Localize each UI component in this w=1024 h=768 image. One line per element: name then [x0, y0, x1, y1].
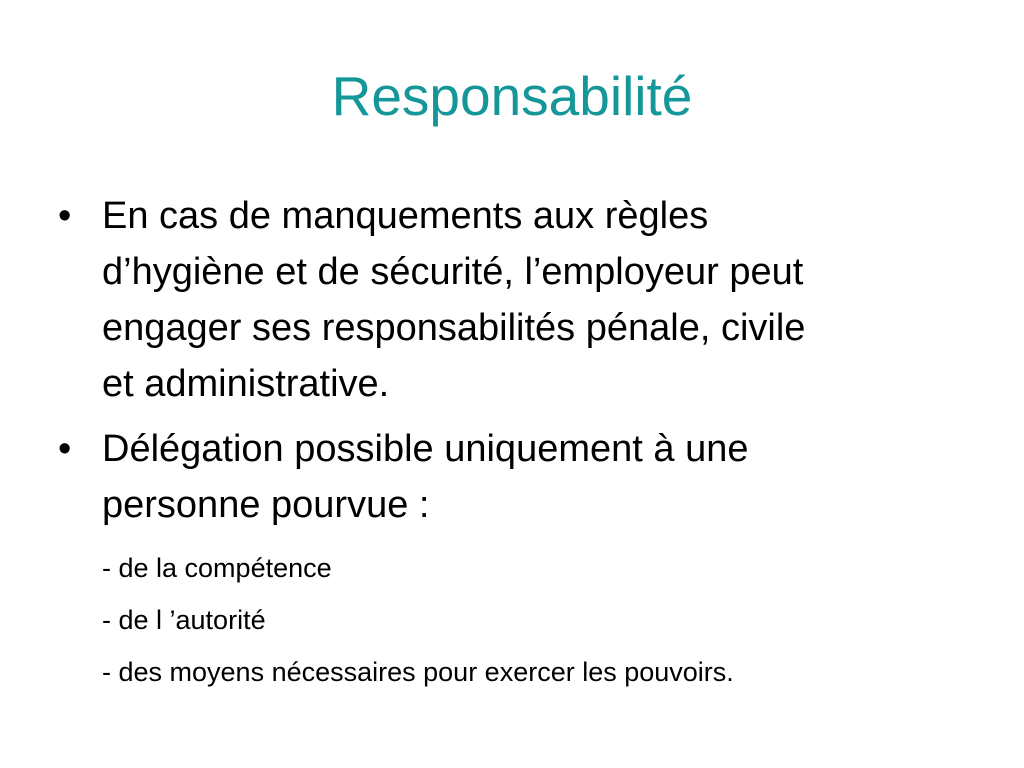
bullet-line: En cas de manquements aux règles [102, 195, 709, 237]
bullet-list [58, 188, 978, 698]
bullet-item [58, 421, 978, 533]
sub-list-container [58, 542, 978, 698]
slide-title: Responsabilité [331, 65, 693, 127]
sub-item: - de l ’autorité [102, 605, 266, 635]
bullet-line: et administrative. [102, 363, 390, 405]
bullet-item [58, 188, 978, 412]
bullet-icon: • [58, 195, 72, 237]
bullet-line: engager ses responsabilités pénale, civile [102, 307, 806, 349]
bullet-icon: • [58, 428, 72, 470]
bullet-line: Délégation possible uniquement à une [102, 428, 749, 470]
bullet-line: d’hygiène et de sécurité, l’employeur peut [102, 251, 804, 293]
bullet-line: personne pourvue : [102, 484, 430, 526]
sub-item: - de la compétence [102, 553, 332, 583]
sub-item: - des moyens nécessaires pour exercer les pouvoirs. [102, 657, 734, 687]
sub-list [58, 542, 978, 698]
